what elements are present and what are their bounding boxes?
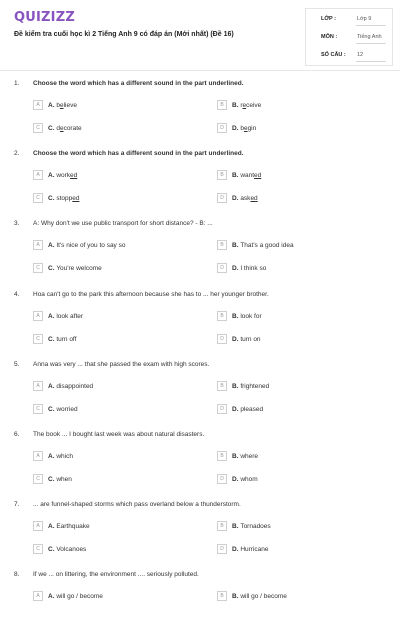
option-text: C. turn off: [48, 335, 77, 343]
option-text: C. stopped: [48, 195, 80, 203]
option-text: A. Earthquake: [48, 523, 90, 531]
answer-option[interactable]: [217, 263, 377, 274]
option-letter-box: A: [33, 451, 43, 461]
question-item: [0, 150, 400, 220]
question-number: 4.: [14, 290, 20, 298]
option-letter-box: D: [217, 193, 227, 203]
question-number: 1.: [14, 80, 20, 87]
option-letter-box: D: [217, 404, 227, 414]
option-letter-box: C: [33, 263, 43, 273]
metadata-box: [305, 8, 393, 66]
answer-option[interactable]: [217, 591, 377, 602]
option-letter-box: B: [217, 591, 227, 601]
option-text: C. when: [48, 476, 72, 483]
question-text: If we ... on littering, the environment .... seriously polluted.: [33, 571, 199, 579]
meta-row-subject: [306, 29, 394, 47]
option-text: A. disappointed: [48, 382, 94, 390]
meta-row-class: [306, 11, 394, 29]
option-text: D. asked: [232, 195, 258, 203]
option-letter-box: B: [217, 451, 227, 461]
answer-option[interactable]: [33, 451, 193, 462]
option-text: C. You're welcome: [48, 265, 102, 273]
question-text: A: Why don't we use public transport for short distance? - B: ...: [33, 220, 213, 228]
meta-label-subject: MÔN :: [321, 34, 338, 40]
option-letter-box: A: [33, 170, 43, 180]
answer-option[interactable]: [33, 544, 193, 555]
option-letter-box: A: [33, 381, 43, 391]
option-letter-box: A: [33, 591, 43, 601]
answer-option[interactable]: [217, 123, 377, 134]
option-letter-box: A: [33, 521, 43, 531]
option-letter-box: C: [33, 404, 43, 414]
answer-option[interactable]: [33, 240, 193, 251]
answer-option[interactable]: [33, 311, 193, 322]
option-text: D. I think so: [232, 265, 267, 273]
question-item: [0, 431, 400, 501]
answer-option[interactable]: [33, 170, 193, 181]
option-letter-box: B: [217, 311, 227, 321]
header-divider: [0, 70, 400, 71]
question-number: 5.: [14, 360, 20, 368]
option-text: D. pleased: [232, 405, 264, 413]
answer-option[interactable]: [33, 404, 193, 415]
option-letter-box: A: [33, 240, 43, 250]
option-letter-box: D: [217, 474, 227, 484]
quizizz-logo: QUIZIZZ: [14, 10, 75, 25]
answer-option[interactable]: [217, 100, 377, 111]
option-letter-box: A: [33, 311, 43, 321]
question-item: [0, 291, 400, 361]
option-text: B. receive: [232, 102, 262, 109]
option-text: A. will go / become: [48, 593, 103, 601]
option-letter-box: B: [217, 521, 227, 531]
option-letter-box: B: [217, 381, 227, 391]
question-item: [0, 571, 400, 641]
option-text: D. begin: [232, 125, 257, 132]
meta-label-question-count: SỐ CÂU :: [321, 52, 346, 58]
answer-option[interactable]: [33, 123, 193, 134]
option-text: B. That's a good idea: [232, 242, 294, 250]
question-text: The book ... I bought last week was about natural disasters.: [33, 431, 205, 438]
answer-option[interactable]: [217, 381, 377, 392]
question-text: Choose the word which has a different sound in the part underlined.: [33, 150, 244, 158]
answer-option[interactable]: [33, 521, 193, 532]
answer-option[interactable]: [33, 381, 193, 392]
question-number: 6.: [14, 431, 20, 438]
option-letter-box: D: [217, 544, 227, 554]
answer-option[interactable]: [217, 240, 377, 251]
answer-option[interactable]: [33, 193, 193, 204]
option-text: A. look after: [48, 312, 84, 320]
answer-option[interactable]: [33, 263, 193, 274]
question-text: ... are funnel-shaped storms which pass overland below a thunderstorm.: [33, 501, 241, 509]
answer-option[interactable]: [217, 311, 377, 322]
option-text: B. Tornadoes: [232, 523, 271, 531]
option-text: D. turn on: [232, 335, 261, 343]
option-text: D. whom: [232, 476, 258, 483]
option-letter-box: C: [33, 193, 43, 203]
option-letter-box: D: [217, 123, 227, 133]
question-item: [0, 501, 400, 571]
answer-option[interactable]: [217, 404, 377, 415]
option-text: A. worked: [48, 172, 78, 180]
option-letter-box: B: [217, 100, 227, 110]
meta-underline: [356, 25, 386, 26]
option-letter-box: C: [33, 123, 43, 133]
option-text: D. Hurricane: [232, 546, 269, 554]
option-letter-box: D: [217, 334, 227, 344]
option-letter-box: C: [33, 334, 43, 344]
option-text: B. where: [232, 453, 259, 460]
document-title: Đề kiểm tra cuối học kì 2 Tiếng Anh 9 có đáp án (Mới nhất) (Đề 16): [14, 31, 234, 38]
question-number: 2.: [14, 150, 20, 158]
meta-value-class: Lớp 9: [357, 16, 372, 22]
meta-underline: [356, 61, 386, 62]
meta-underline: [356, 43, 386, 44]
option-text: B. frightened: [232, 382, 270, 390]
worksheet-header: [0, 0, 400, 70]
answer-option[interactable]: [217, 544, 377, 555]
option-text: A. believe: [48, 102, 77, 109]
question-text: Choose the word which has a different sound in the part underlined.: [33, 80, 244, 87]
answer-option[interactable]: [217, 521, 377, 532]
option-text: C. Volcanoes: [48, 546, 87, 554]
answer-option[interactable]: [217, 170, 377, 181]
answer-option[interactable]: [33, 591, 193, 602]
answer-option[interactable]: [217, 334, 377, 345]
meta-row-question-count: [306, 47, 394, 65]
question-item: [0, 220, 400, 290]
option-letter-box: B: [217, 240, 227, 250]
meta-value-question-count: 12: [357, 52, 364, 58]
option-text: C. decorate: [48, 125, 82, 132]
option-text: A. It's nice of you to say so: [48, 242, 126, 250]
question-item: [0, 361, 400, 431]
option-letter-box: A: [33, 100, 43, 110]
option-text: B. look for: [232, 312, 262, 320]
option-text: B. wanted: [232, 172, 262, 180]
meta-value-subject: Tiếng Anh: [357, 34, 382, 40]
option-text: B. will go / become: [232, 593, 287, 601]
option-letter-box: C: [33, 474, 43, 484]
answer-option[interactable]: [33, 474, 193, 485]
meta-label-class: LỚP :: [321, 16, 336, 22]
question-number: 7.: [14, 501, 20, 509]
question-text: Anna was very ... that she passed the exam with high scores.: [33, 360, 210, 368]
option-letter-box: D: [217, 263, 227, 273]
option-letter-box: C: [33, 544, 43, 554]
option-letter-box: B: [217, 170, 227, 180]
option-text: A. which: [48, 453, 73, 460]
question-text: Hoa can't go to the park this afternoon because she has to ... her younger brother.: [33, 290, 269, 298]
answer-option[interactable]: [217, 193, 377, 204]
question-number: 8.: [14, 571, 20, 579]
answer-option[interactable]: [217, 474, 377, 485]
option-text: C. worried: [48, 405, 78, 413]
answer-option[interactable]: [33, 100, 193, 111]
question-number: 3.: [14, 220, 20, 228]
answer-option[interactable]: [33, 334, 193, 345]
question-item: [0, 80, 400, 150]
answer-option[interactable]: [217, 451, 377, 462]
